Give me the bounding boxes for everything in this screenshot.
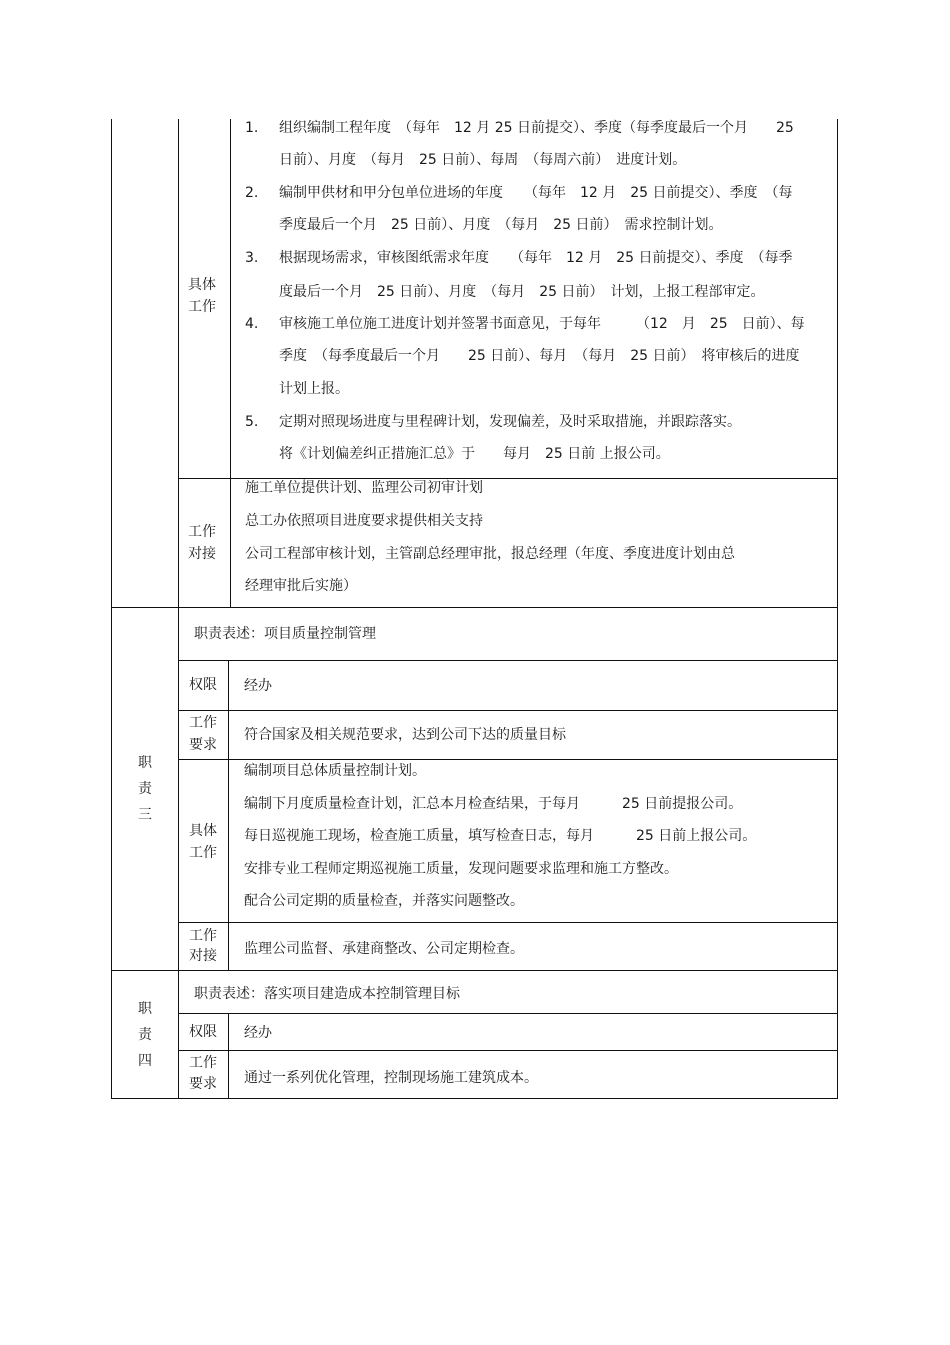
list-item-number: 5. (245, 414, 259, 430)
interface-label: 工作 对接 (188, 524, 216, 562)
interface-label: 工作 对接 (189, 928, 217, 964)
table-border-left (111, 119, 112, 1099)
row-divider (178, 1050, 838, 1051)
row-divider (178, 478, 838, 479)
table-border-bottom (111, 1098, 838, 1099)
specific-work-label: 具体 工作 (188, 277, 216, 315)
authority-value: 经办 (244, 678, 272, 694)
section-divider (111, 607, 838, 608)
section-title-duty-3: 职 责 三 (138, 755, 152, 823)
row-divider (178, 1013, 838, 1014)
row-divider (178, 710, 838, 711)
content-column-divider (228, 1013, 229, 1099)
content-column-divider (230, 119, 231, 608)
section-title-duty-4: 职 责 四 (138, 1001, 152, 1069)
list-item-line: 审核施工单位施工进度计划并签署书面意见，于每年 （12 月 25 日前）、每 (279, 316, 805, 332)
list-item-number: 2. (245, 185, 259, 201)
list-item-line: 日前）、月度 （每月 25 日前）、每周 （每周六前） 进度计划。 (279, 152, 687, 168)
requirement-value: 通过一系列优化管理，控制现场施工建筑成本。 (244, 1070, 538, 1086)
requirement-label: 工作 要求 (189, 1055, 217, 1092)
label-column-divider (178, 607, 179, 971)
requirement-label: 工作 要求 (189, 715, 217, 753)
list-item-line: 季度 （每季度最后一个月 25 日前）、每月 （每月 25 日前） 将审核后的进度 (279, 348, 800, 364)
row-divider (178, 660, 838, 661)
interface-value: 监理公司监督、承建商整改、公司定期检查。 (244, 941, 524, 957)
list-item-number: 3. (245, 250, 259, 266)
duty-description: 职责表述：落实项目建造成本控制管理目标 (194, 986, 460, 1002)
list-item-line: 编制甲供材和甲分包单位进场的年度 （每年 12 月 25 日前提交）、季度 （每 (279, 185, 793, 201)
document-page: 具体 工作 1. 组织编制工程年度 （每年 12 月 25 日前提交）、季度（每季度最后一个月 25 日前）、月度 （每月 25 日前）、每周 （每周六前） 进度计划。 2. 编制甲供材和甲分包单位进场的年度 （每年 12 月 25 日前提交）、季度 （每 季度最后一个月 25 日前）、月度 （每月 25 日前） 需求控制计划。 3. 根据现场需求，审核图纸需求年度 （每年 12 月 25 日前提交）、季度 （每季 度最后一个月 25 日前）、月度 （每月 25 日前） 计划，上报工程部审定。 4. 审核施工单位施工进度计划并签署书面意见，于每年 （12 月 25 日前）、每 季度 （每季度最后一个月 25 日前）、每月 （每月 25 日前） 将审核后的进度 计划上报。 5. 定期对照现场进度与里程碑计划，发现偏差，及时采取措施，并跟踪落实。 将《计划偏差纠正措施汇总》于 每月 25 日前 上报公司。 工作 对接 施工单位提供计划、监理公司初审计划 总工办依照项目进度要求提供相关支持 公司工程部审核计划，主管副总经理审批，报总经理（年度、季度进度计划由总 经理审批后实施） 职 责 三 职责表述：项目质量控制管理 权限 经办 工作 要求 符合国家及相关规范要求，达到公司下达的质量目标 具体 工作 编制项目总体质量控制计划。 编制下月度质量检查计划，汇总本月检查结果，于每月 25 日前提报公司。 每日巡视施工现场，检查施工质量，填写检查日志，每月 25 日前上报公司。 安排专业工程师定期巡视施工质量，发现问题要求监理和施工方整改。 配合公司定期的质量检查，并落实问题整改。 工作 对接 监理公司监督、承建商整改、公司定期检查。 职 责 四 职责表述：落实项目建造成本控制管理目标 权限 经办 工作 要求 通过一系列优化管理，控制现场施工建筑成本。 (0, 0, 950, 1345)
list-item-line: 将《计划偏差纠正措施汇总》于 每月 25 日前 上报公司。 (279, 446, 670, 462)
list-item-line: 季度最后一个月 25 日前）、月度 （每月 25 日前） 需求控制计划。 (279, 217, 723, 233)
list-item-line: 组织编制工程年度 （每年 12 月 25 日前提交）、季度（每季度最后一个月 25 (279, 120, 794, 136)
row-divider (178, 759, 838, 760)
row-divider (178, 922, 838, 923)
authority-label: 权限 (189, 677, 217, 693)
list-item-line: 计划上报。 (279, 381, 349, 397)
list-item-line: 根据现场需求，审核图纸需求年度 （每年 12 月 25 日前提交）、季度 （每季 (279, 250, 793, 266)
list-item-line: 定期对照现场进度与里程碑计划，发现偏差，及时采取措施，并跟踪落实。 (279, 414, 741, 430)
authority-label: 权限 (189, 1024, 217, 1040)
table-border-right (837, 119, 838, 1099)
list-item-number: 4. (245, 316, 259, 332)
list-item-number: 1. (245, 120, 259, 136)
label-column-divider (178, 119, 179, 608)
section-divider (111, 970, 838, 971)
authority-value: 经办 (244, 1025, 272, 1041)
list-item-line: 度最后一个月 25 日前）、月度 （每月 25 日前） 计划，上报工程部审定。 (279, 284, 765, 300)
content-column-divider (228, 660, 229, 971)
duty-description: 职责表述：项目质量控制管理 (194, 626, 376, 642)
specific-work-label: 具体 工作 (189, 823, 217, 861)
requirement-value: 符合国家及相关规范要求，达到公司下达的质量目标 (244, 727, 566, 743)
